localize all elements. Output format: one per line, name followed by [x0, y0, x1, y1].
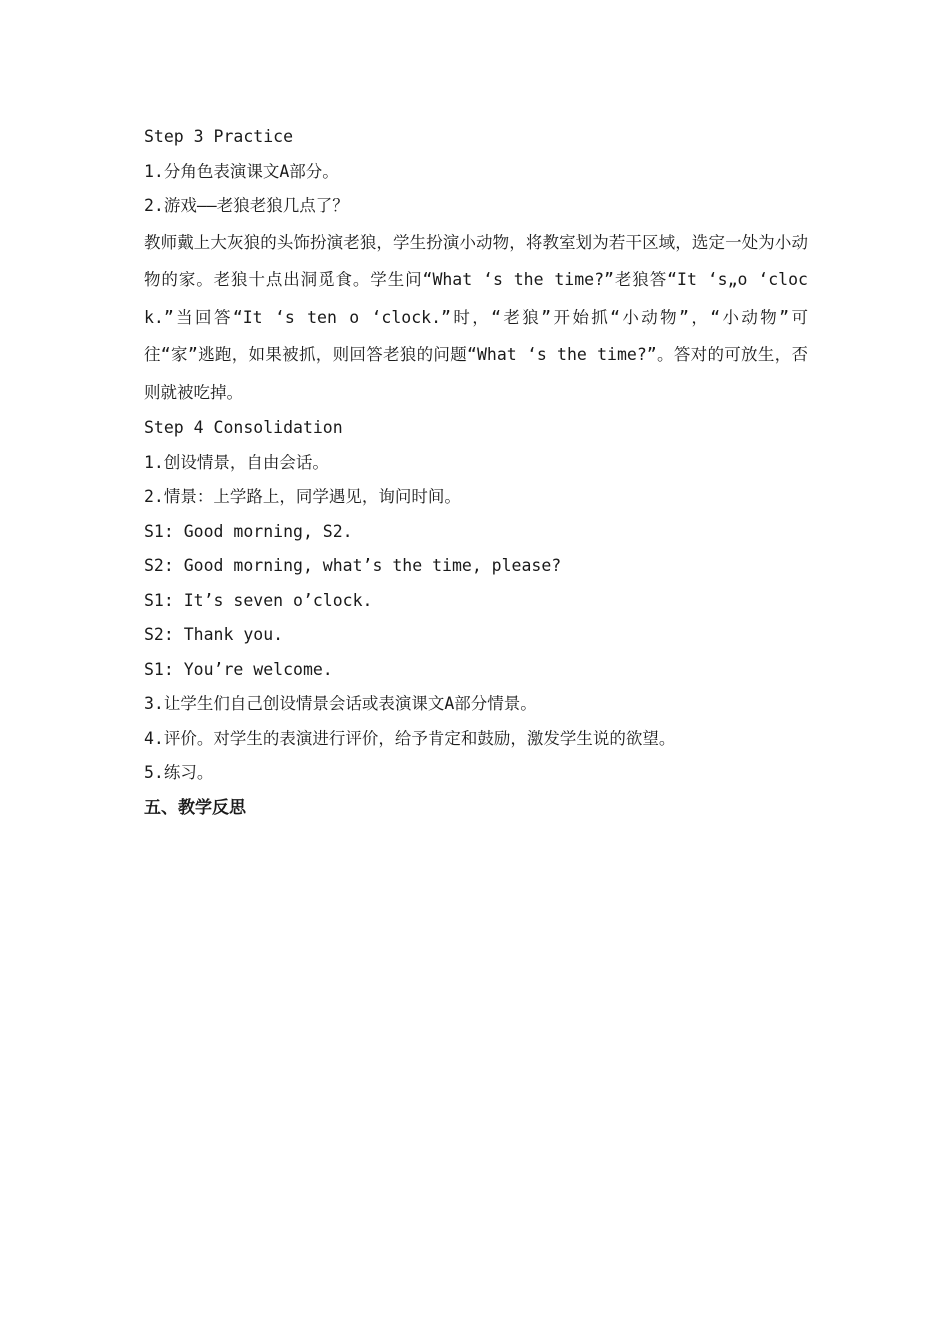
dialogue-line: S1: You’re welcome.: [144, 659, 333, 679]
section-5-heading: 五、教学反思: [144, 797, 246, 818]
step4-title: Step 4 Consolidation: [144, 418, 343, 437]
step3-item-2: 2.游戏——老狼老狼几点了？: [144, 196, 349, 215]
dialogue-line: S2: Thank you.: [144, 625, 284, 644]
game-description: 教师戴上大灰狼的头饰扮演老狼，学生扮演小动物，将教室划为若干区域，选定一处为小动物的家。老狼十点出洞觅食。学生问“What ‘s the time?”老狼答“It ‘s„o ‘clock.”当回答“It ‘s ten o ‘clock.”时，“老狼”开始抓“小动物”，“小动物”可往“家”逃跑，如果被抓，则回答老狼的问题“What ‘s the time?”。答对的可放生，否则就被吃掉。: [144, 232, 808, 402]
step4-item-5: 5.练习。: [144, 763, 214, 782]
step4-item-3: 3.让学生们自己创设情景会话或表演课文A部分情景。: [144, 694, 537, 713]
step3-item-1: 1.分角色表演课文A部分。: [144, 161, 339, 181]
dialogue-line: S2: Good morning, what’s the time, please?: [144, 556, 562, 575]
step3-title: Step 3 Practice: [144, 127, 294, 146]
step4-item-4: 4.评价。对学生的表演进行评价，给予肯定和鼓励，激发学生说的欲望。: [144, 728, 676, 748]
dialogue-line: S1: Good morning, S2.: [144, 521, 353, 541]
dialogue-line: S1: It’s seven o’clock.: [144, 590, 373, 610]
document-page: [144, 120, 808, 825]
step4-item-1: 1.创设情景，自由会话。: [144, 452, 329, 472]
step4-item-2: 2.情景：上学路上，同学遇见，询问时间。: [144, 487, 461, 506]
